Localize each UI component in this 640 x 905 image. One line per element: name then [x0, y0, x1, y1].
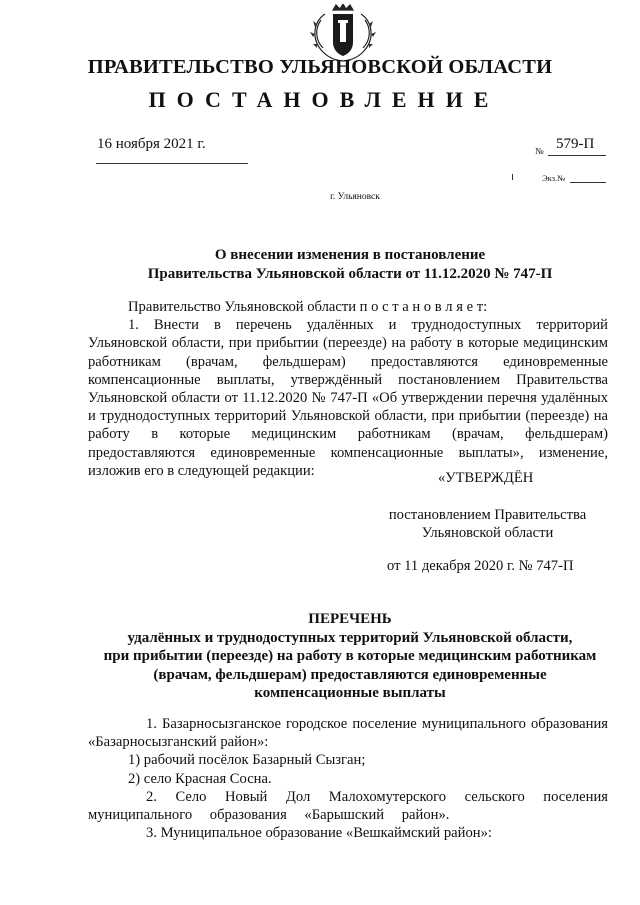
approved-stamp: «УТВЕРЖДЁН: [438, 470, 534, 486]
clause-1: 1. Внести в перечень удалённых и труднодоступных территорий Ульяновской области, при прибытии (переезде) на работу в которые медицинским работникам (врачам, фельдшерам) предоставляются единовременные компенсационные выплаты, утверждённый постановлением Правительства Ульяновской области от 11.12.2020 № 747-П «Об утверждении перечня удалённых и труднодоступных территорий Ульяновской области, при прибытии (переезде) на работу в которые медицинским работникам (врачам, фельдшерам) предоставляются единовременные компенсационные выплаты», изменение, изложив его в следующей редакции:: [88, 317, 608, 479]
list-title-line-2: при прибытии (переезде) на работу в которые медицинским работникам: [103, 648, 597, 665]
document-date: 16 ноября 2021 г.: [97, 136, 206, 152]
list-title-heading: ПЕРЕЧЕНЬ: [308, 611, 392, 627]
approval-date: от 11 декабря 2020 г. № 747-П: [387, 558, 574, 574]
date-underline: [96, 163, 248, 164]
list-title-line-1: удалённых и труднодоступных территорий Ульяновской области,: [127, 629, 573, 646]
list-title-line-4: компенсационные выплаты: [254, 685, 446, 702]
copy-number-underline: [570, 182, 606, 183]
resolution-body: [88, 298, 608, 480]
coat-of-arms-icon: [303, 4, 383, 64]
title-line-2: Правительства Ульяновской области от 11.12.2020 № 747-П: [147, 266, 553, 282]
government-name: ПРАВИТЕЛЬСТВО УЛЬЯНОВСКОЙ ОБЛАСТИ: [87, 56, 553, 78]
number-sign: №: [535, 146, 544, 156]
title-line-1: О внесении изменения в постановление: [214, 247, 486, 263]
list-item: 3. Муниципальное образование «Вешкаймский район»:: [146, 825, 492, 842]
territory-list: [88, 715, 608, 842]
number-underline: [548, 155, 606, 156]
preamble: Правительство Ульяновской области п о с т а н о в л я е т:: [128, 299, 488, 315]
document-type: ПОСТАНОВЛЕНИЕ: [148, 87, 500, 112]
approval-line-1: постановлением Правительства: [388, 507, 587, 523]
approval-by: [385, 506, 590, 542]
list-title: [0, 610, 640, 703]
list-item: 2) село Красная Сосна.: [128, 770, 272, 787]
copy-number-label: Экз.№: [542, 173, 566, 183]
list-item: 1) рабочий посёлок Базарный Сызган;: [128, 752, 366, 769]
resolution-title: [0, 246, 640, 284]
list-item: 2. Село Новый Дол Малохомутерского сельского поселения муниципального образования «Барышский район».: [88, 788, 608, 824]
list-item: 1. Базарносызганское городское поселение муниципального образования «Базарносызганский район»:: [88, 716, 608, 751]
approval-line-2: Ульяновской области: [421, 525, 554, 541]
mark: [512, 174, 513, 180]
city: г. Ульяновск: [330, 192, 380, 202]
list-title-line-3: (врачам, фельдшерам) предоставляются единовременные: [153, 666, 547, 683]
document-number: 579-П: [556, 136, 595, 152]
